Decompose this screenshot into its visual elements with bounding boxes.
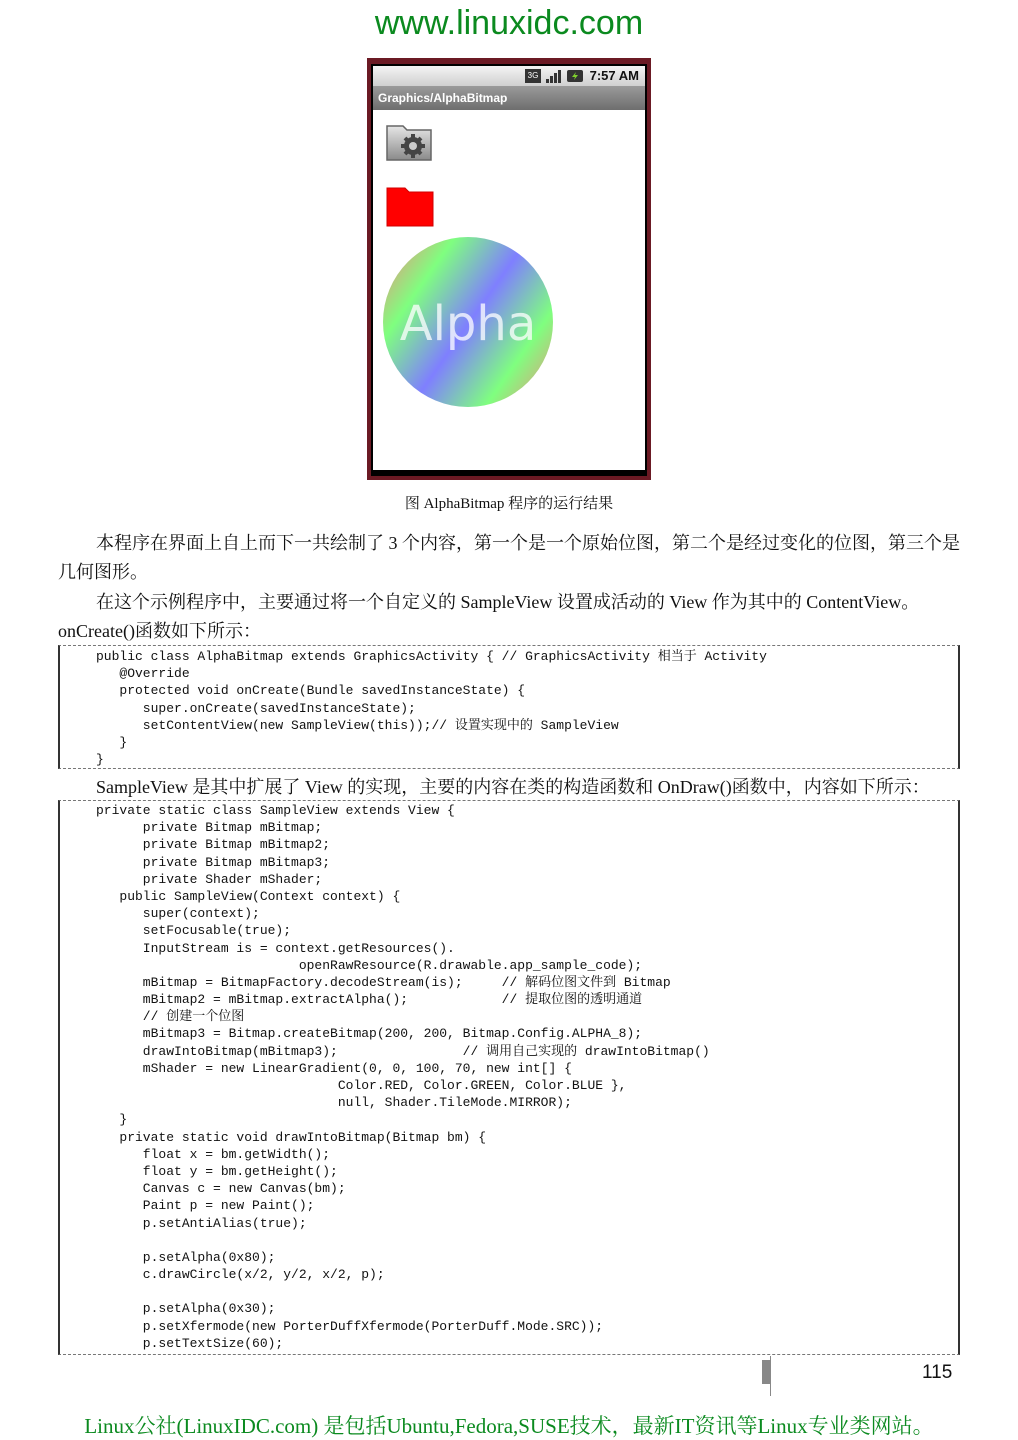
code-line: setFocusable(true); (96, 923, 292, 939)
code-line: Color.RED, Color.GREEN, Color.BLUE }, (96, 1078, 627, 1093)
code-line (60, 1283, 958, 1300)
code-line: float y = bm.getHeight(); (96, 1163, 338, 1179)
page-marker-bar (762, 1360, 770, 1384)
code-line: private Bitmap mBitmap3; (96, 854, 331, 870)
code-block-oncreate (58, 645, 960, 769)
code-line: private Shader mShader; (96, 871, 323, 887)
gear-folder-icon (385, 120, 435, 164)
alpha-text: Alpha (399, 296, 537, 352)
code-line: p.setAlpha(0x30); (96, 1301, 276, 1317)
page-number: 115 (922, 1362, 953, 1383)
code-line: // 创建一个位图 (96, 1009, 245, 1025)
code-line: public SampleView(Context context) { (96, 888, 401, 904)
code-line: private static void drawIntoBitmap(Bitmap bm) { (96, 1129, 487, 1145)
footer-text[interactable]: Linux公社(LinuxIDC.com) 是包括Ubuntu,Fedora,SUSE技术，最新IT资讯等Linux专业类网站。 (84, 1414, 934, 1438)
code-line: InputStream is = context.getResources(). (96, 940, 455, 956)
battery-icon (567, 69, 585, 83)
network-3g-icon: 3G (525, 69, 541, 83)
status-bar (373, 66, 645, 86)
code-line: mBitmap3 = Bitmap.createBitmap(200, 200, Bitmap.Config.ALPHA_8); (96, 1026, 643, 1042)
code-line: p.setAntiAlias(true); (96, 1215, 307, 1231)
alpha-folder-icon (385, 184, 435, 228)
paragraph-3: SampleView 是其中扩展了 View 的实现，主要的内容在类的构造函数和 OnDraw()函数中，内容如下所示： (96, 777, 930, 797)
paragraph-1: 本程序在界面上自上而下一共绘制了 3 个内容，第一个是一个原始位图，第二个是经过变化的位图，第三个是几何图形。 (58, 533, 960, 582)
code-line: } (96, 752, 104, 768)
status-time: 7:57 AM (589, 68, 639, 83)
code-line: p.setAlpha(0x80); (96, 1249, 276, 1265)
code-line: c.drawCircle(x/2, y/2, x/2, p); (96, 1267, 385, 1283)
gradient-circle (381, 236, 555, 408)
figure-caption: 图 AlphaBitmap 程序的运行结果 (404, 496, 614, 512)
page-marker-line (770, 1356, 771, 1396)
code-line: setContentView(new SampleView(this));// 设置实现中的 SampleView (96, 717, 619, 733)
code-line: mBitmap2 = mBitmap.extractAlpha(); // 提取位图的透明通道 (96, 992, 643, 1008)
code-line: } (96, 734, 128, 750)
code-line: openRawResource(R.drawable.app_sample_code); (96, 957, 643, 973)
code-line: Canvas c = new Canvas(bm); (96, 1181, 346, 1197)
code-line: private Bitmap mBitmap2; (96, 837, 331, 853)
code-line: protected void onCreate(Bundle savedInstanceState) { (96, 683, 526, 699)
code-line: drawIntoBitmap(mBitmap3); // 调用自己实现的 drawIntoBitmap() (96, 1043, 710, 1059)
code-line: null, Shader.TileMode.MIRROR); (96, 1095, 572, 1111)
code-line: super(context); (96, 906, 260, 922)
code-line: super.onCreate(savedInstanceState); (96, 700, 416, 716)
signal-icon (545, 69, 563, 83)
code-line: } (96, 1112, 128, 1128)
header-url[interactable]: www.linuxidc.com (374, 4, 644, 42)
code-line: private Bitmap mBitmap; (96, 820, 323, 836)
app-title-bar: Graphics/AlphaBitmap (373, 86, 645, 110)
code-line: p.setTextSize(60); (96, 1335, 284, 1351)
code-line: @Override (96, 666, 190, 682)
code-line: public class AlphaBitmap extends GraphicsActivity { // GraphicsActivity 相当于 Activity (96, 649, 767, 664)
code-line: private static class SampleView extends View { (96, 803, 455, 818)
code-block-sampleview (58, 800, 960, 1355)
code-line (60, 1232, 958, 1249)
code-line: float x = bm.getWidth(); (96, 1146, 331, 1162)
code-line: mShader = new LinearGradient(0, 0, 100, 70, new int[] { (96, 1060, 572, 1076)
paragraph-2: 在这个示例程序中，主要通过将一个自定义的 SampleView 设置成活动的 View 作为其中的 ContentView。onCreate()函数如下所示： (58, 592, 920, 641)
app-screenshot (367, 58, 651, 480)
code-line: mBitmap = BitmapFactory.decodeStream(is); // 解码位图文件到 Bitmap (96, 974, 671, 990)
code-line: p.setXfermode(new PorterDuffXfermode(PorterDuff.Mode.SRC)); (96, 1318, 604, 1334)
code-line: Paint p = new Paint(); (96, 1198, 315, 1214)
